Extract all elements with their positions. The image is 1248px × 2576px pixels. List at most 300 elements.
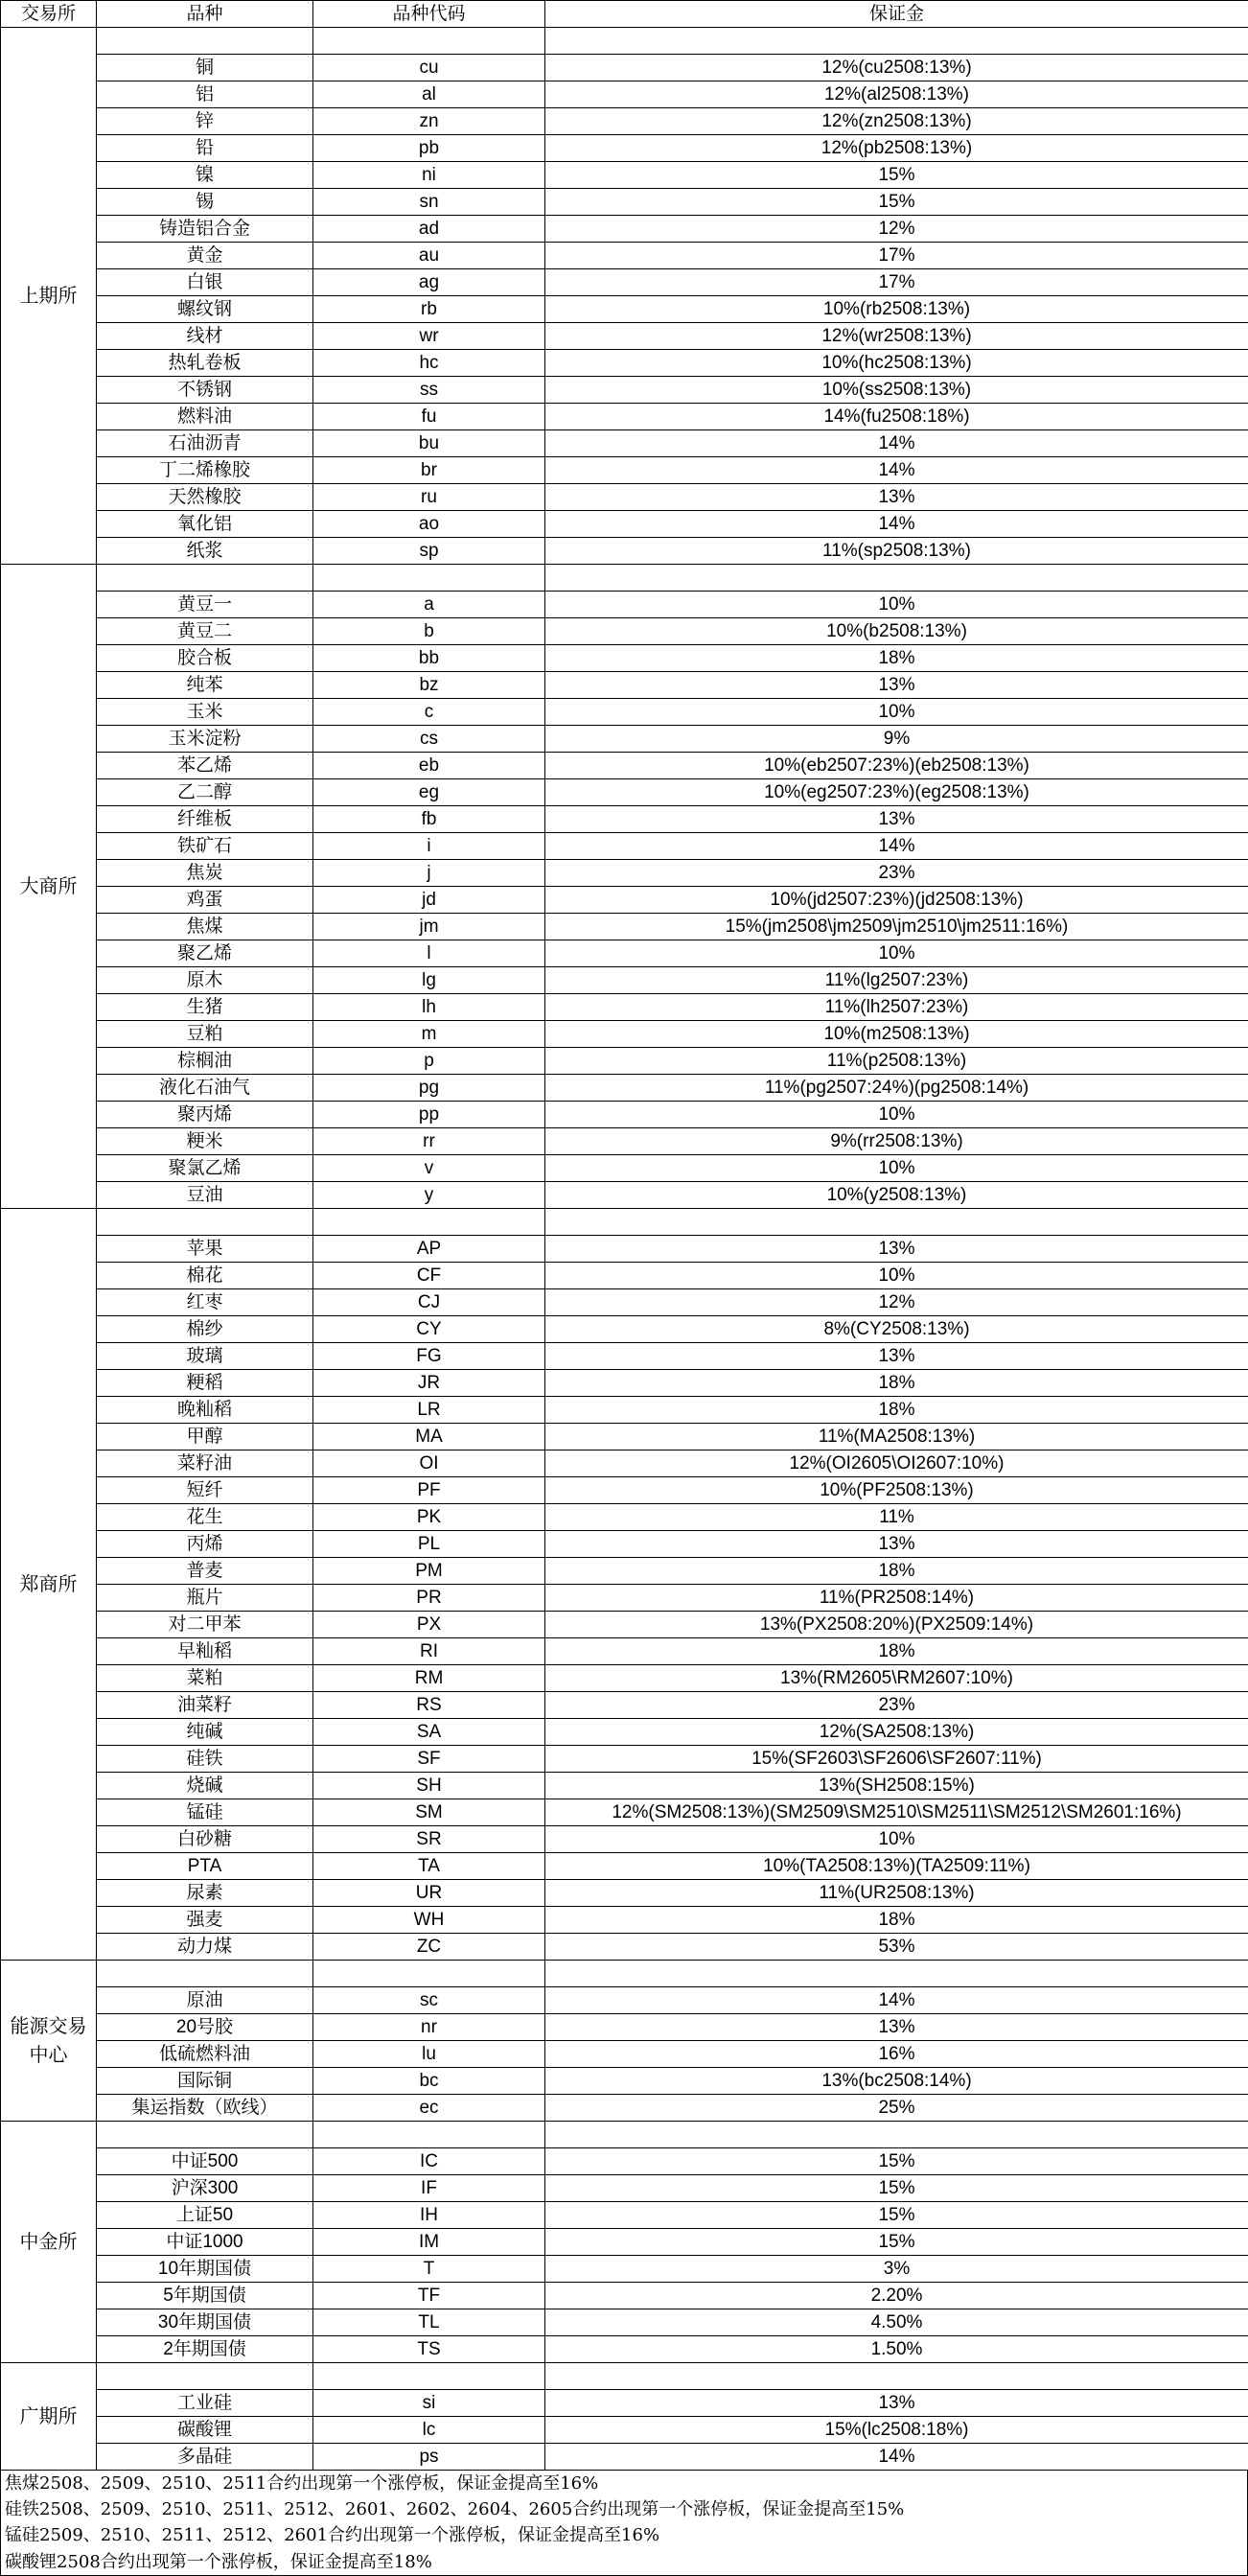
product-code-cell: br: [313, 457, 545, 484]
product-code-cell: PM: [313, 1558, 545, 1585]
product-code-cell: SM: [313, 1799, 545, 1826]
product-code-cell: ZC: [313, 1934, 545, 1961]
product-code-cell: PL: [313, 1531, 545, 1558]
table-row: [1, 457, 1248, 484]
margin-cell: 15%: [545, 189, 1248, 216]
empty-cell: [313, 1961, 545, 1987]
product-name-cell: 聚乙烯: [97, 940, 313, 967]
margin-cell: 23%: [545, 1692, 1248, 1719]
product-code-cell: a: [313, 592, 545, 618]
product-code-cell: TA: [313, 1853, 545, 1880]
table-row: [1, 2336, 1248, 2363]
margin-cell: 13%: [545, 672, 1248, 699]
product-name-cell: 动力煤: [97, 1934, 313, 1961]
product-code-cell: RM: [313, 1665, 545, 1692]
table-row: [1, 350, 1248, 377]
product-code-cell: hc: [313, 350, 545, 377]
product-name-cell: 甲醇: [97, 1424, 313, 1450]
product-name-cell: 丁二烯橡胶: [97, 457, 313, 484]
table-row: [1, 699, 1248, 726]
margin-cell: 11%(lg2507:23%): [545, 967, 1248, 994]
margin-cell: 10%(jd2507:23%)(jd2508:13%): [545, 887, 1248, 914]
product-code-cell: bc: [313, 2068, 545, 2095]
margin-cell: 53%: [545, 1934, 1248, 1961]
margin-cell: 9%: [545, 726, 1248, 753]
margin-cell: 15%: [545, 2229, 1248, 2256]
product-name-cell: 上证50: [97, 2202, 313, 2229]
product-code-cell: c: [313, 699, 545, 726]
margin-cell: 18%: [545, 1907, 1248, 1934]
empty-cell: [313, 565, 545, 592]
product-code-cell: LR: [313, 1397, 545, 1424]
margin-cell: 12%(OI2605\OI2607:10%): [545, 1450, 1248, 1477]
product-name-cell: 线材: [97, 323, 313, 350]
table-row: [1, 833, 1248, 860]
table-row: [1, 1236, 1248, 1263]
margin-cell: 18%: [545, 645, 1248, 672]
product-code-cell: PK: [313, 1504, 545, 1531]
product-code-cell: FG: [313, 1343, 545, 1370]
product-code-cell: RI: [313, 1638, 545, 1665]
table-row: [1, 430, 1248, 457]
product-code-cell: au: [313, 243, 545, 269]
product-name-cell: 氧化铝: [97, 511, 313, 538]
product-code-cell: JR: [313, 1370, 545, 1397]
table-row: [1, 1182, 1248, 1209]
product-code-cell: T: [313, 2256, 545, 2283]
product-code-cell: AP: [313, 1236, 545, 1263]
margin-cell: 11%(MA2508:13%): [545, 1424, 1248, 1450]
product-name-cell: 豆粕: [97, 1021, 313, 1048]
product-code-cell: SA: [313, 1719, 545, 1746]
product-code-cell: b: [313, 618, 545, 645]
table-row: [1, 2256, 1248, 2283]
product-name-cell: 5年期国债: [97, 2283, 313, 2309]
table-row: [1, 484, 1248, 511]
margin-cell: 4.50%: [545, 2309, 1248, 2336]
header-code: 品种代码: [313, 1, 545, 28]
product-name-cell: 玻璃: [97, 1343, 313, 1370]
product-code-cell: rr: [313, 1128, 545, 1155]
margin-cell: 18%: [545, 1558, 1248, 1585]
product-code-cell: bu: [313, 430, 545, 457]
product-code-cell: IH: [313, 2202, 545, 2229]
product-name-cell: 螺纹钢: [97, 296, 313, 323]
exchange-cell: 能源交易中心: [1, 1961, 97, 2122]
margin-cell: 10%(TA2508:13%)(TA2509:11%): [545, 1853, 1248, 1880]
product-name-cell: 白银: [97, 269, 313, 296]
table-row: [1, 2041, 1248, 2068]
product-name-cell: 对二甲苯: [97, 1612, 313, 1638]
table-row: [1, 1397, 1248, 1424]
product-name-cell: 粳稻: [97, 1370, 313, 1397]
product-name-cell: 乙二醇: [97, 779, 313, 806]
table-row: [1, 1021, 1248, 1048]
product-code-cell: ag: [313, 269, 545, 296]
group-separator-row: [1, 2122, 1248, 2148]
product-code-cell: CF: [313, 1263, 545, 1289]
product-name-cell: 白砂糖: [97, 1826, 313, 1853]
table-row: [1, 1746, 1248, 1773]
margin-cell: 12%(al2508:13%): [545, 81, 1248, 108]
product-name-cell: 花生: [97, 1504, 313, 1531]
product-code-cell: OI: [313, 1450, 545, 1477]
table-row: [1, 296, 1248, 323]
header-product: 品种: [97, 1, 313, 28]
table-row: [1, 1558, 1248, 1585]
product-name-cell: 尿素: [97, 1880, 313, 1907]
product-name-cell: 纤维板: [97, 806, 313, 833]
product-name-cell: 棉花: [97, 1263, 313, 1289]
empty-cell: [313, 28, 545, 55]
product-code-cell: m: [313, 1021, 545, 1048]
product-code-cell: IF: [313, 2175, 545, 2202]
table-row: [1, 1799, 1248, 1826]
exchange-cell: 上期所: [1, 28, 97, 565]
table-row: [1, 55, 1248, 81]
table-row: [1, 1289, 1248, 1316]
product-code-cell: ad: [313, 216, 545, 243]
table-row: [1, 1370, 1248, 1397]
table-row: [1, 1263, 1248, 1289]
margin-cell: 12%: [545, 216, 1248, 243]
product-name-cell: 铝: [97, 81, 313, 108]
product-code-cell: eb: [313, 753, 545, 779]
product-code-cell: lu: [313, 2041, 545, 2068]
product-code-cell: eg: [313, 779, 545, 806]
margin-cell: 10%: [545, 1263, 1248, 1289]
margin-cell: 11%: [545, 1504, 1248, 1531]
table-row: [1, 189, 1248, 216]
product-name-cell: 碳酸锂: [97, 2417, 313, 2444]
table-row: [1, 1692, 1248, 1719]
product-code-cell: zn: [313, 108, 545, 135]
table-row: [1, 2283, 1248, 2309]
margin-cell: 13%: [545, 806, 1248, 833]
table-row: [1, 377, 1248, 404]
margin-cell: 15%(SF2603\SF2606\SF2607:11%): [545, 1746, 1248, 1773]
product-name-cell: 不锈钢: [97, 377, 313, 404]
product-name-cell: 苯乙烯: [97, 753, 313, 779]
product-name-cell: 鸡蛋: [97, 887, 313, 914]
table-row: [1, 1450, 1248, 1477]
margin-cell: 10%(ss2508:13%): [545, 377, 1248, 404]
table-row: [1, 592, 1248, 618]
margin-cell: 25%: [545, 2095, 1248, 2122]
margin-cell: 10%(PF2508:13%): [545, 1477, 1248, 1504]
product-name-cell: 纸浆: [97, 538, 313, 565]
note-line: 焦煤2508、2509、2510、2511合约出现第一个涨停板，保证金提高至16%: [1, 2471, 1247, 2496]
margin-cell: 10%(m2508:13%): [545, 1021, 1248, 1048]
product-name-cell: 铁矿石: [97, 833, 313, 860]
empty-cell: [97, 1961, 313, 1987]
product-code-cell: al: [313, 81, 545, 108]
product-code-cell: jd: [313, 887, 545, 914]
product-name-cell: 丙烯: [97, 1531, 313, 1558]
product-name-cell: 生猪: [97, 994, 313, 1021]
margin-cell: 18%: [545, 1638, 1248, 1665]
empty-cell: [97, 2363, 313, 2390]
table-row: [1, 269, 1248, 296]
table-row: [1, 1612, 1248, 1638]
product-code-cell: wr: [313, 323, 545, 350]
product-name-cell: 2年期国债: [97, 2336, 313, 2363]
product-code-cell: y: [313, 1182, 545, 1209]
table-row: [1, 2148, 1248, 2175]
margin-cell: 14%: [545, 1987, 1248, 2014]
product-name-cell: 油菜籽: [97, 1692, 313, 1719]
margin-cell: 15%(lc2508:18%): [545, 2417, 1248, 2444]
table-row: [1, 1155, 1248, 1182]
margin-cell: 17%: [545, 243, 1248, 269]
table-row: [1, 2390, 1248, 2417]
product-name-cell: 石油沥青: [97, 430, 313, 457]
table-row: [1, 81, 1248, 108]
margin-cell: 12%(pb2508:13%): [545, 135, 1248, 162]
margin-cell: 10%: [545, 1826, 1248, 1853]
product-code-cell: TS: [313, 2336, 545, 2363]
product-code-cell: ru: [313, 484, 545, 511]
margin-cell: 15%: [545, 2175, 1248, 2202]
exchange-cell: 广期所: [1, 2363, 97, 2471]
table-row: [1, 1102, 1248, 1128]
table-row: [1, 1638, 1248, 1665]
empty-cell: [97, 2122, 313, 2148]
table-row: [1, 645, 1248, 672]
product-name-cell: 强麦: [97, 1907, 313, 1934]
margin-cell: 23%: [545, 860, 1248, 887]
product-code-cell: TF: [313, 2283, 545, 2309]
product-code-cell: RS: [313, 1692, 545, 1719]
empty-cell: [545, 1961, 1248, 1987]
product-code-cell: bb: [313, 645, 545, 672]
table-row: [1, 1504, 1248, 1531]
product-code-cell: cs: [313, 726, 545, 753]
table-row: [1, 162, 1248, 189]
product-name-cell: 纯苯: [97, 672, 313, 699]
product-code-cell: cu: [313, 55, 545, 81]
product-code-cell: SF: [313, 1746, 545, 1773]
notes-section: [0, 2471, 1248, 2576]
table-row: [1, 404, 1248, 430]
product-code-cell: TL: [313, 2309, 545, 2336]
product-name-cell: 玉米: [97, 699, 313, 726]
margin-cell: 14%: [545, 2444, 1248, 2471]
product-name-cell: 普麦: [97, 1558, 313, 1585]
margin-cell: 12%(SA2508:13%): [545, 1719, 1248, 1746]
table-row: [1, 108, 1248, 135]
product-name-cell: 原油: [97, 1987, 313, 2014]
margin-cell: 11%(UR2508:13%): [545, 1880, 1248, 1907]
group-separator-row: [1, 1209, 1248, 1236]
table-row: [1, 1531, 1248, 1558]
product-code-cell: CJ: [313, 1289, 545, 1316]
table-row: [1, 726, 1248, 753]
product-code-cell: fu: [313, 404, 545, 430]
group-separator-row: [1, 1961, 1248, 1987]
product-name-cell: 菜粕: [97, 1665, 313, 1692]
product-name-cell: 工业硅: [97, 2390, 313, 2417]
table-row: [1, 860, 1248, 887]
product-name-cell: 红枣: [97, 1289, 313, 1316]
margin-cell: 10%(y2508:13%): [545, 1182, 1248, 1209]
margin-cell: 18%: [545, 1397, 1248, 1424]
product-name-cell: 铸造铝合金: [97, 216, 313, 243]
product-code-cell: jm: [313, 914, 545, 940]
margin-cell: 12%(zn2508:13%): [545, 108, 1248, 135]
note-line: 锰硅2509、2510、2511、2512、2601合约出现第一个涨停板，保证金提高至16%: [1, 2522, 1247, 2548]
group-separator-row: [1, 2363, 1248, 2390]
table-row: [1, 1853, 1248, 1880]
table-row: [1, 1048, 1248, 1075]
product-code-cell: v: [313, 1155, 545, 1182]
margin-cell: 13%(SH2508:15%): [545, 1773, 1248, 1799]
table-row: [1, 1128, 1248, 1155]
product-code-cell: pg: [313, 1075, 545, 1102]
margin-cell: 14%: [545, 833, 1248, 860]
product-name-cell: 菜籽油: [97, 1450, 313, 1477]
table-row: [1, 887, 1248, 914]
margin-cell: 10%: [545, 1102, 1248, 1128]
product-code-cell: rb: [313, 296, 545, 323]
empty-cell: [313, 2122, 545, 2148]
table-row: [1, 2309, 1248, 2336]
margin-cell: 13%(PX2508:20%)(PX2509:14%): [545, 1612, 1248, 1638]
table-row: [1, 967, 1248, 994]
product-name-cell: PTA: [97, 1853, 313, 1880]
margin-cell: 11%(sp2508:13%): [545, 538, 1248, 565]
product-code-cell: PF: [313, 1477, 545, 1504]
margin-cell: 3%: [545, 2256, 1248, 2283]
product-name-cell: 硅铁: [97, 1746, 313, 1773]
margin-cell: 10%: [545, 592, 1248, 618]
product-name-cell: 30年期国债: [97, 2309, 313, 2336]
table-row: [1, 806, 1248, 833]
product-name-cell: 铅: [97, 135, 313, 162]
product-code-cell: PR: [313, 1585, 545, 1612]
margin-cell: 9%(rr2508:13%): [545, 1128, 1248, 1155]
margin-cell: 15%: [545, 2202, 1248, 2229]
table-row: [1, 1424, 1248, 1450]
margin-cell: 11%(pg2507:24%)(pg2508:14%): [545, 1075, 1248, 1102]
product-name-cell: 黄金: [97, 243, 313, 269]
table-row: [1, 1316, 1248, 1343]
empty-cell: [545, 1209, 1248, 1236]
margin-cell: 10%(rb2508:13%): [545, 296, 1248, 323]
product-code-cell: l: [313, 940, 545, 967]
margin-cell: 18%: [545, 1370, 1248, 1397]
margin-cell: 12%: [545, 1289, 1248, 1316]
margin-cell: 10%(eg2507:23%)(eg2508:13%): [545, 779, 1248, 806]
product-name-cell: 黄豆一: [97, 592, 313, 618]
product-name-cell: 热轧卷板: [97, 350, 313, 377]
product-code-cell: sc: [313, 1987, 545, 2014]
product-name-cell: 纯碱: [97, 1719, 313, 1746]
table-row: [1, 1719, 1248, 1746]
header-margin: 保证金: [545, 1, 1248, 28]
product-name-cell: 黄豆二: [97, 618, 313, 645]
group-separator-row: [1, 565, 1248, 592]
product-name-cell: 集运指数（欧线）: [97, 2095, 313, 2122]
margin-cell: 14%: [545, 511, 1248, 538]
table-row: [1, 135, 1248, 162]
table-row: [1, 2175, 1248, 2202]
product-code-cell: pp: [313, 1102, 545, 1128]
product-name-cell: 多晶硅: [97, 2444, 313, 2471]
product-name-cell: 液化石油气: [97, 1075, 313, 1102]
table-row: [1, 2417, 1248, 2444]
empty-cell: [545, 2122, 1248, 2148]
product-code-cell: ni: [313, 162, 545, 189]
margin-cell: 15%: [545, 162, 1248, 189]
empty-cell: [313, 1209, 545, 1236]
product-name-cell: 镍: [97, 162, 313, 189]
table-row: [1, 994, 1248, 1021]
product-code-cell: IM: [313, 2229, 545, 2256]
table-row: [1, 672, 1248, 699]
product-name-cell: 锡: [97, 189, 313, 216]
empty-cell: [545, 28, 1248, 55]
margin-cell: 12%(SM2508:13%)(SM2509\SM2510\SM2511\SM2512\SM2601:16%): [545, 1799, 1248, 1826]
margin-cell: 13%: [545, 1343, 1248, 1370]
product-name-cell: 国际铜: [97, 2068, 313, 2095]
product-name-cell: 晚籼稻: [97, 1397, 313, 1424]
margin-cell: 11%(lh2507:23%): [545, 994, 1248, 1021]
margin-cell: 13%: [545, 1531, 1248, 1558]
margin-cell: 10%(eb2507:23%)(eb2508:13%): [545, 753, 1248, 779]
table-row: [1, 940, 1248, 967]
table-row: [1, 1477, 1248, 1504]
product-code-cell: si: [313, 2390, 545, 2417]
margin-cell: 14%: [545, 457, 1248, 484]
table-row: [1, 753, 1248, 779]
product-code-cell: MA: [313, 1424, 545, 1450]
product-code-cell: pb: [313, 135, 545, 162]
product-name-cell: 中证1000: [97, 2229, 313, 2256]
table-row: [1, 216, 1248, 243]
product-code-cell: sn: [313, 189, 545, 216]
margin-cell: 10%(hc2508:13%): [545, 350, 1248, 377]
margin-cell: 13%: [545, 484, 1248, 511]
note-line: 碳酸锂2508合约出现第一个涨停板，保证金提高至18%: [1, 2549, 1247, 2575]
table-row: [1, 1585, 1248, 1612]
margin-cell: 17%: [545, 269, 1248, 296]
product-name-cell: 胶合板: [97, 645, 313, 672]
header-exchange: 交易所: [1, 1, 97, 28]
product-name-cell: 原木: [97, 967, 313, 994]
product-name-cell: 焦煤: [97, 914, 313, 940]
product-code-cell: p: [313, 1048, 545, 1075]
product-name-cell: 铜: [97, 55, 313, 81]
group-separator-row: [1, 28, 1248, 55]
empty-cell: [545, 565, 1248, 592]
product-code-cell: ao: [313, 511, 545, 538]
table-row: [1, 2202, 1248, 2229]
table-row: [1, 1907, 1248, 1934]
table-row: [1, 511, 1248, 538]
margin-cell: 12%(cu2508:13%): [545, 55, 1248, 81]
product-code-cell: SR: [313, 1826, 545, 1853]
margin-cell: 13%: [545, 2390, 1248, 2417]
product-code-cell: PX: [313, 1612, 545, 1638]
product-name-cell: 瓶片: [97, 1585, 313, 1612]
table-row: [1, 1343, 1248, 1370]
table-row: [1, 538, 1248, 565]
table-row: [1, 243, 1248, 269]
margin-cell: 11%(p2508:13%): [545, 1048, 1248, 1075]
product-name-cell: 豆油: [97, 1182, 313, 1209]
product-name-cell: 玉米淀粉: [97, 726, 313, 753]
